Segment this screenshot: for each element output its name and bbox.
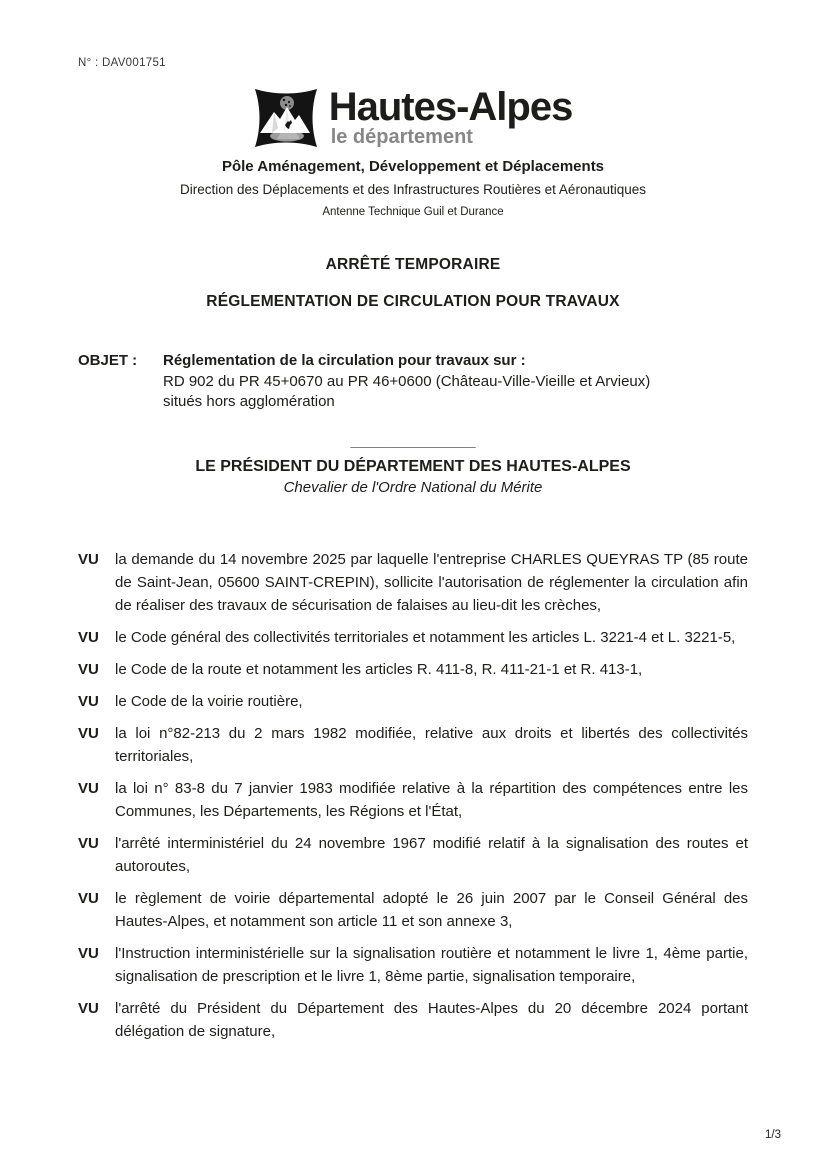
vu-text: la loi n°82-213 du 2 mars 1982 modifiée, relative aux droits et libertés des collectivités territoriales, [115, 724, 748, 765]
vu-text: le règlement de voirie départemental adopté le 26 juin 2007 par le Conseil Général des Hautes-Alpes, et notamment son article 11 et son annexe 3, [115, 889, 748, 930]
vu-text: l'Instruction interministérielle sur la signalisation routière et notamment le livre 1, 4ème partie, signalisation de prescription et le livre 1, 8ème partie, signalisation temporaire, [115, 944, 748, 985]
president-subheading: Chevalier de l'Ordre National du Mérite [283, 478, 543, 496]
vu-item [78, 722, 748, 768]
document-reference: N° : DAV001751 [78, 57, 166, 69]
document-title: ARRÊTÉ TEMPORAIRE [325, 256, 501, 273]
logo-title: Hautes-Alpes [328, 85, 573, 129]
vu-list [78, 548, 748, 1043]
vu-text: la loi n° 83-8 du 7 janvier 1983 modifiée relative à la répartition des compétences entre les Communes, les Départements, les Régions et l'État, [115, 779, 748, 820]
vu-text: le Code de la route et notamment les articles R. 411-8, R. 411-21-1 et R. 413-1, [115, 660, 643, 678]
department-logo [78, 87, 748, 149]
vu-item [78, 690, 748, 713]
objet-location: situés hors agglomération [163, 393, 335, 410]
vu-text: l'arrêté interministériel du 24 novembre 1967 modifié relatif à la signalisation des routes et autoroutes, [115, 834, 748, 875]
logo-text [329, 87, 573, 148]
vu-label: VU [78, 692, 99, 710]
vu-item [78, 548, 748, 617]
vu-text: le Code de la voirie routière, [115, 692, 303, 710]
vu-text: la demande du 14 novembre 2025 par laquelle l'entreprise CHARLES QUEYRAS TP (85 route de Saint-Jean, 05600 SAINT-CREPIN), sollicite l'autorisation de réglementer la circulation afin de réaliser des travaux de sécurisation de falaises au lieu-dit les crèches, [115, 550, 748, 614]
vu-label: VU [78, 999, 99, 1017]
president-heading: LE PRÉSIDENT DU DÉPARTEMENT DES HAUTES-ALPES [195, 457, 631, 475]
objet-section [78, 351, 748, 413]
vu-item [78, 887, 748, 933]
vu-label: VU [78, 550, 99, 568]
vu-label: VU [78, 628, 99, 646]
vu-label: VU [78, 889, 99, 907]
mountain-emblem-icon [254, 87, 318, 149]
vu-label: VU [78, 779, 99, 797]
vu-label: VU [78, 724, 99, 742]
vu-item [78, 832, 748, 878]
vu-item [78, 777, 748, 823]
vu-item [78, 942, 748, 988]
page-number: 1/3 [765, 1129, 781, 1141]
vu-text: le Code général des collectivités territoriales et notamment les articles L. 3221-4 et L. 3221-5, [115, 628, 736, 646]
objet-road: RD 902 du PR 45+0670 au PR 46+0600 (Château-Ville-Vieille et Arvieux) [163, 372, 651, 390]
objet-label: OBJET : [78, 352, 138, 369]
objet-content [163, 351, 650, 413]
vu-item [78, 997, 748, 1043]
vu-item [78, 626, 748, 649]
header-antenne: Antenne Technique Guil et Durance [322, 206, 504, 218]
vu-label: VU [78, 944, 99, 962]
vu-text: l'arrêté du Président du Département des Hautes-Alpes du 20 décembre 2024 portant délégation de signature, [115, 999, 748, 1040]
vu-item [78, 658, 748, 681]
section-divider: _______________ [350, 432, 476, 450]
logo-subtitle: le département [330, 126, 473, 148]
vu-label: VU [78, 834, 99, 852]
vu-label: VU [78, 660, 99, 678]
objet-intro: Réglementation de la circulation pour travaux sur : [163, 352, 526, 369]
header-direction: Direction des Déplacements et des Infrastructures Routières et Aéronautiques [180, 182, 646, 197]
header-pole: Pôle Aménagement, Développement et Déplacements [221, 158, 605, 175]
document-subtitle: RÉGLEMENTATION DE CIRCULATION POUR TRAVAUX [206, 293, 620, 310]
